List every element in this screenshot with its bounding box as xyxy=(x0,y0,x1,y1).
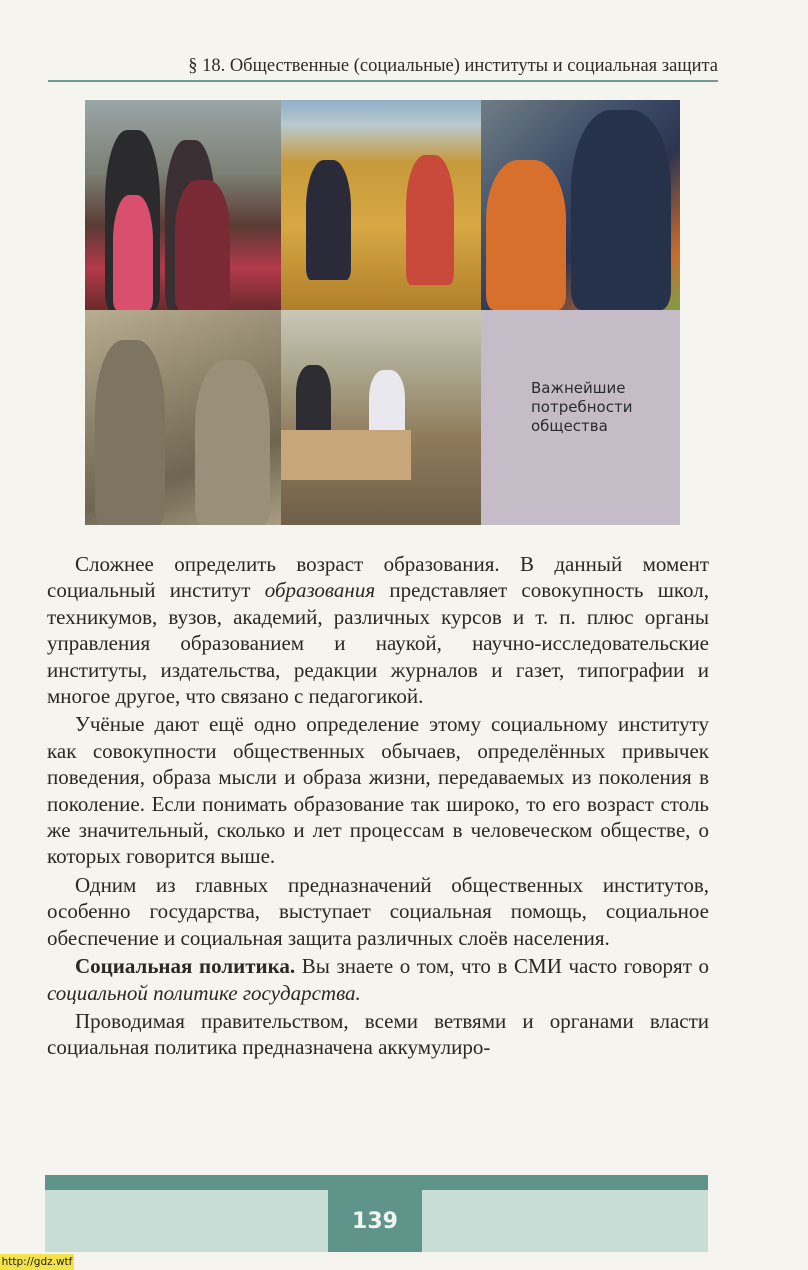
body-text xyxy=(47,551,709,1063)
photo-bas-relief xyxy=(85,310,281,525)
photo-classroom xyxy=(281,310,481,525)
footer-bar-top xyxy=(45,1175,708,1190)
figure-relief-2 xyxy=(195,360,270,525)
figure-pupil-1 xyxy=(296,365,331,435)
collage-caption: Важнейшие потребности общества xyxy=(531,379,633,435)
figure-girl-red xyxy=(175,180,230,310)
running-header: § 18. Общественные (социальные) институты и социальная защита xyxy=(188,56,718,76)
figure-girl-pink xyxy=(113,195,153,310)
page-number: 139 xyxy=(328,1190,422,1252)
figure-farmer-2 xyxy=(406,155,454,285)
school-desk xyxy=(281,430,411,480)
caption-panel xyxy=(481,310,680,525)
paragraph: Одним из главных предназначений общественных институтов, особенно государства, выступает социальная помощь, социальное обеспечение и социальная защита различных слоёв населения. xyxy=(47,872,709,950)
paragraph: Проводимая правительством, всеми ветвями и органами власти социальная политика предназначена аккумулиро- xyxy=(47,1008,709,1060)
watermark-link[interactable]: http://gdz.wtf xyxy=(1,1256,73,1268)
figure-officer xyxy=(571,110,671,310)
photo-family xyxy=(85,100,281,310)
photo-collage xyxy=(85,100,680,525)
paragraph: Социальная политика. Вы знаете о том, что в СМИ часто говорят о социальной политике государства. xyxy=(47,954,709,1005)
figure-boy-orange xyxy=(486,160,566,310)
figure-relief-1 xyxy=(95,340,165,525)
photo-wheat-field xyxy=(281,100,481,310)
figure-farmer-1 xyxy=(306,160,351,280)
paragraph: Учёные дают ещё одно определение этому социальному институту как совокупности общественных обычаев, определённых привычек поведения, образа мысли и образа жизни, передаваемых из поколения в поколение. Если понимать образование так широко, то его возраст столь же значительный, сколько и лет процессам в человеческом обществе, о которых говорится выше. xyxy=(47,712,709,869)
header-divider xyxy=(48,80,718,82)
paragraph: Сложнее определить возраст образования. В данный момент социальный институт образования представляет совокупность школ, техникумов, вузов, академий, различных курсов и т. п. плюс органы управления образованием и наукой, научно-исследовательские институты, издательства, редакции журналов и газет, типографии и многое другое, что связано с педагогикой. xyxy=(47,552,709,709)
photo-traffic-police xyxy=(481,100,680,310)
